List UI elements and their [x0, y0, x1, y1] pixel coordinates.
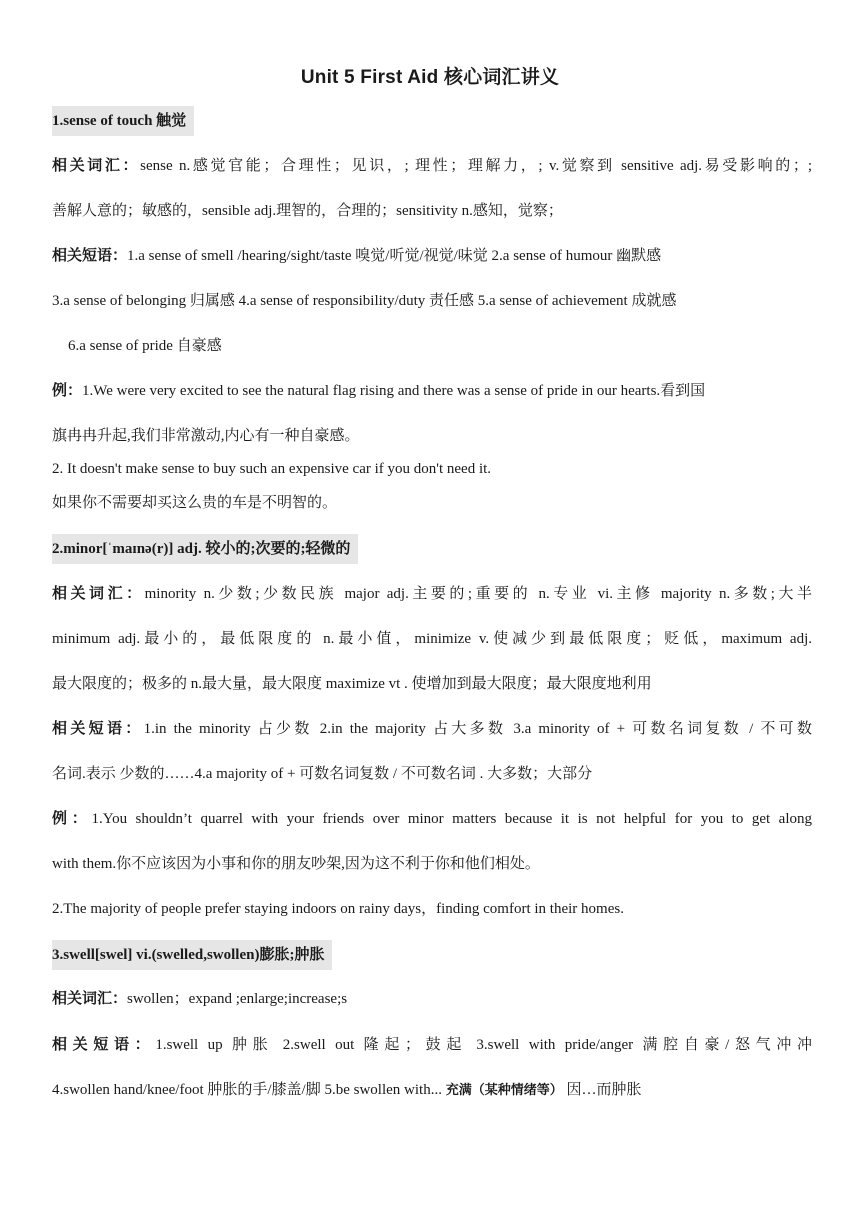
section-1-heading: 1.sense of touch 触觉 [52, 106, 194, 136]
section-2-vocab-line-3: 最大限度的；极多的 n.最大量，最大限度 maximize vt . 使增加到最大限度；最大限度地利用 [52, 676, 652, 692]
vocab-label: 相关词汇： [52, 990, 128, 1007]
phrase-text-c: 因…而肿胀 [562, 1082, 642, 1098]
vocab-text: sense n.感觉官能；合理性；见识，; 理性；理解力，; v.觉察到 sensitive adj.易受影响的；; [140, 158, 812, 174]
section-1-phrase-line-1 [52, 245, 812, 267]
section-1-phrase-line-3: 6.a sense of pride 自豪感 [68, 338, 222, 354]
example-label: 例： [52, 382, 83, 399]
section-2-heading: 2.minor[ˈmaɪnə(r)] adj. 较小的;次要的;轻微的 [52, 534, 358, 564]
section-2-vocab-line-2: minimum adj.最小的，最低限度的 n.最小值，minimize v.使减少到最低限度；贬低，maximum adj. [52, 631, 812, 647]
phrase-text-b: 充满（某种情绪等） [445, 1082, 563, 1097]
section-1-vocab-line-2: 善解人意的；敏感的，sensible adj.理智的，合理的；sensitivity n.感知，觉察； [52, 203, 563, 219]
vocab-text: minority n.少数;少数民族 major adj.主要的;重要的 n.专业 vi.主修 majority n.多数;大半 [144, 586, 812, 602]
section-3-vocab-line-1 [52, 988, 812, 1010]
section-1-example-line-3: 2. It doesn't make sense to buy such an expensive car if you don't need it. [52, 461, 492, 477]
section-2-example-line-2: with them.你不应该因为小事和你的朋友吵架,因为这不利于你和他们相处。 [52, 856, 540, 872]
phrase-text: 1.in the minority 占少数 2.in the majority 占大多数 3.a minority of + 可数名词复数 / 不可数 [143, 721, 812, 737]
phrase-label: 相关短语： [52, 1036, 156, 1053]
section-1-vocab-line-1 [52, 155, 812, 177]
section-2-example-line-1 [52, 808, 812, 830]
section-3-phrase-line-2 [52, 1079, 812, 1101]
vocab-label: 相关词汇： [52, 157, 141, 174]
section-3-phrase-line-1 [52, 1034, 812, 1056]
section-3-heading: 3.swell[swel] vi.(swelled,swollen)膨胀;肿胀 [52, 940, 332, 970]
section-2-vocab-line-1 [52, 583, 812, 605]
vocab-label: 相关词汇： [52, 585, 145, 602]
phrase-label: 相关短语： [52, 720, 144, 737]
example-text: 1.You shouldn’t quarrel with your friends over minor matters because it is not helpful for you to get along [91, 811, 812, 827]
phrase-text-a: 4.swollen hand/knee/foot 肿胀的手/膝盖/脚 5.be swollen with... [52, 1082, 446, 1098]
example-text: 1.We were very excited to see the natural flag rising and there was a sense of pride in our hearts.看到国 [82, 383, 706, 399]
section-2-example-line-3: 2.The majority of people prefer staying indoors on rainy days，finding comfort in their homes. [52, 901, 624, 917]
section-1-phrase-line-2: 3.a sense of belonging 归属感 4.a sense of responsibility/duty 责任感 5.a sense of achievement 成就感 [52, 293, 677, 309]
section-1-example-line-4: 如果你不需要却买这么贵的车是不明智的。 [52, 495, 338, 511]
phrase-text: 1.a sense of smell /hearing/sight/taste 嗅觉/听觉/视觉/味觉 2.a sense of humour 幽默感 [127, 248, 662, 264]
section-2-phrase-line-2: 名词.表示 少数的……4.a majority of + 可数名词复数 / 不可数名词 . 大多数；大部分 [52, 766, 593, 782]
section-1-example-line-2: 旗冉冉升起,我们非常激动,内心有一种自豪感。 [52, 428, 360, 444]
example-label: 例： [52, 810, 92, 827]
vocab-text: swollen；expand ;enlarge;increase;s [127, 991, 348, 1007]
phrase-label: 相关短语： [52, 247, 128, 264]
section-1-example-line-1 [52, 380, 812, 402]
document-title: Unit 5 First Aid 核心词汇讲义 [300, 67, 560, 88]
section-2-phrase-line-1 [52, 718, 812, 740]
phrase-text: 1.swell up 肿胀 2.swell out 隆起；鼓起 3.swell with pride/anger 满腔自豪/怒气冲冲 [155, 1037, 812, 1053]
